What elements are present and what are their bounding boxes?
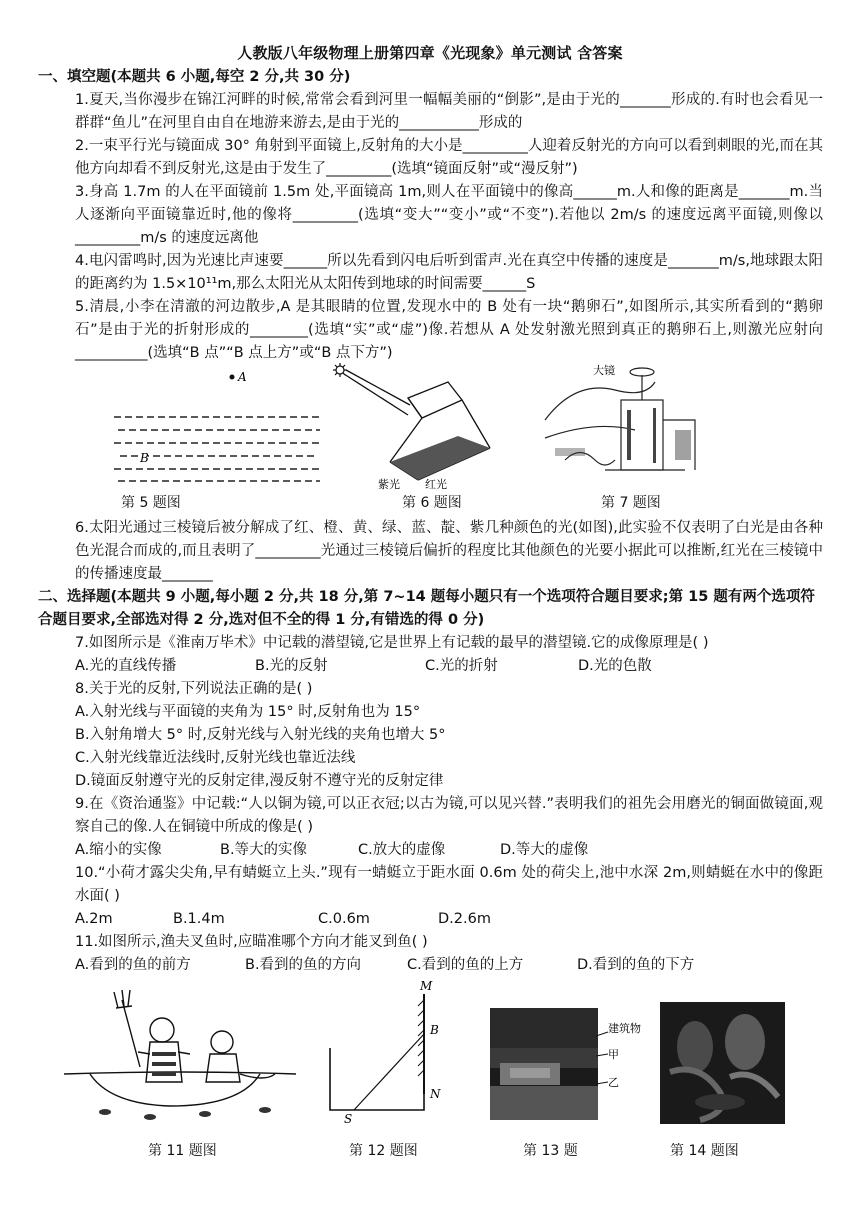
question-4: 4.电闪雷鸣时,因为光速比声速要______所以先看到闪电后听到雷声.光在真空中传播的速度是_______m/s,地球跟太阳的距离约为 1.5×10¹¹m,那么太阳光从太阳传到地球的时间需要______S [75, 253, 823, 292]
figure-12-caption: 第 12 题图 [349, 1143, 418, 1159]
figure-13-labels [596, 1008, 666, 1098]
figure-13-photo [490, 1008, 598, 1120]
question-7-option-c[interactable]: C.光的折射 [425, 658, 498, 674]
question-7: 7.如图所示是《淮南万毕术》中记载的潜望镜,它是世界上有记载的最早的潜望镜.它的成像原理是( ) [75, 635, 709, 651]
question-2: 2.一束平行光与镜面成 30° 角射到平面镜上,反射角的大小是_________人迎着反射光的方向可以看到刺眼的光,而在其他方向却看不到反射光,这是由于发生了_________(选填“镜面反射”或“漫反射”) [75, 138, 823, 177]
question-11-option-a[interactable]: A.看到的鱼的前方 [75, 957, 191, 973]
question-7-option-b[interactable]: B.光的反射 [255, 658, 328, 674]
question-11-option-c[interactable]: C.看到的鱼的上方 [407, 957, 524, 973]
figure-13-label-jia: 甲 [608, 1048, 619, 1061]
question-10-option-d[interactable]: D.2.6m [438, 911, 491, 927]
question-7-option-d[interactable]: D.光的色散 [578, 658, 652, 674]
figure-14-photo [660, 1002, 785, 1124]
figure-6-prism-diagram [330, 360, 510, 490]
figure-12-label-s: S [344, 1112, 353, 1126]
question-9-option-d[interactable]: D.等大的虚像 [500, 842, 589, 858]
question-9-option-b[interactable]: B.等大的实像 [220, 842, 308, 858]
figure-6-label-violet: 紫光 [378, 478, 400, 490]
figure-12-label-n: N [430, 1087, 441, 1101]
figure-11-caption: 第 11 题图 [148, 1143, 217, 1159]
section-heading-fill-blank: 一、填空题(本题共 6 小题,每空 2 分,共 30 分) [38, 69, 351, 85]
figure-14-caption: 第 14 题图 [670, 1143, 739, 1159]
page-title: 人教版八年级物理上册第四章《光现象》单元测试 含答案 [237, 44, 623, 62]
question-9-option-c[interactable]: C.放大的虚像 [358, 842, 446, 858]
figure-5-caption: 第 5 题图 [121, 495, 181, 511]
figure-5-label-b: B [140, 451, 149, 465]
figure-6-caption: 第 6 题图 [402, 495, 462, 511]
figure-12-label-b: B [430, 1023, 439, 1037]
question-10-option-b[interactable]: B.1.4m [173, 911, 225, 927]
question-8: 8.关于光的反射,下列说法正确的是( ) [75, 681, 313, 697]
figure-7-caption: 第 7 题图 [601, 495, 661, 511]
question-1: 1.夏天,当你漫步在锦江河畔的时候,常常会看到河里一幅幅美丽的“倒影”,是由于光的_______形成的.有时也会看见一群群“鱼儿”在河里自由自在地游来游去,是由于光的___________形成的 [75, 92, 823, 131]
question-8-option-d[interactable]: D.镜面反射遵守光的反射定律,漫反射不遵守光的反射定律 [75, 773, 444, 789]
question-3: 3.身高 1.7m 的人在平面镜前 1.5m 处,平面镜高 1m,则人在平面镜中的像高______m.人和像的距离是_______m.当人逐渐向平面镜靠近时,他的像将_________(选填“变大”“变小”或“不变”).若他以 2m/s 的速度远离平面镜,则像以_________m/s 的速度远离他 [75, 184, 823, 246]
section-heading-multiple-choice: 二、选择题(本题共 9 小题,每小题 2 分,共 18 分,第 7~14 题每小题只有一个选项符合题目要求;第 15 题有两个选项符合题目要求,全部选对得 2 分,选对但不全的得 1 分,有错选的得 0 分) [38, 589, 815, 628]
figure-13-label-yi: 乙 [608, 1076, 619, 1089]
figure-13-label-building: 建筑物 [608, 1022, 641, 1035]
figure-5-label-a: A [238, 370, 247, 384]
figure-12-label-m: M [420, 979, 433, 993]
figure-7-periscope-illustration [535, 360, 725, 490]
figure-6-label-red: 红光 [425, 478, 447, 490]
figure-12-mirror-diagram [320, 978, 450, 1126]
figure-7-label-mirror: 大镜 [593, 364, 615, 377]
question-10-option-c[interactable]: C.0.6m [318, 911, 370, 927]
question-9-option-a[interactable]: A.缩小的实像 [75, 842, 162, 858]
question-6: 6.太阳光通过三棱镜后被分解成了红、橙、黄、绿、蓝、靛、紫几种颜色的光(如图),此实验不仅表明了白光是由各种色光混合而成的,而且表明了_________光通过三棱镜后偏折的程度比其他颜色的光要小据此可以推断,红光在三棱镜中的传播速度最_______ [75, 520, 823, 582]
question-8-option-a[interactable]: A.入射光线与平面镜的夹角为 15° 时,反射角也为 15° [75, 704, 421, 720]
figure-11-fisherman-illustration [60, 982, 305, 1122]
question-7-option-a[interactable]: A.光的直线传播 [75, 658, 177, 674]
question-11-option-d[interactable]: D.看到的鱼的下方 [577, 957, 695, 973]
question-10: 10.“小荷才露尖尖角,早有蜻蜓立上头.”现有一蜻蜓立于距水面 0.6m 处的荷尖上,池中水深 2m,则蜻蜓在水中的像距水面( ) [75, 865, 823, 904]
question-11-option-b[interactable]: B.看到的鱼的方向 [245, 957, 362, 973]
figure-13-caption: 第 13 题 [523, 1143, 578, 1159]
question-5: 5.清晨,小李在清澈的河边散步,A 是其眼睛的位置,发现水中的 B 处有一块“鹅卵石”,如图所示,其实所看到的“鹅卵石”是由于光的折射形成的________(选填“实”或“虚”)像.若想从 A 处发射激光照到真正的鹅卵石上,则激光应射向__________(选填“B 点”“B 点上方”或“B 点下方”) [75, 299, 823, 361]
question-8-option-b[interactable]: B.入射角增大 5° 时,反射光线与入射光线的夹角也增大 5° [75, 727, 446, 743]
question-10-option-a[interactable]: A.2m [75, 911, 113, 927]
figure-5-water-diagram [110, 365, 325, 490]
question-11: 11.如图所示,渔夫叉鱼时,应瞄准哪个方向才能叉到鱼( ) [75, 934, 428, 950]
question-9: 9.在《资治通鉴》中记载:“人以铜为镜,可以正衣冠;以古为镜,可以见兴替.”表明我们的祖先会用磨光的铜面做镜面,观察自己的像.人在铜镜中所成的像是( ) [75, 796, 823, 835]
question-8-option-c[interactable]: C.入射光线靠近法线时,反射光线也靠近法线 [75, 750, 356, 766]
